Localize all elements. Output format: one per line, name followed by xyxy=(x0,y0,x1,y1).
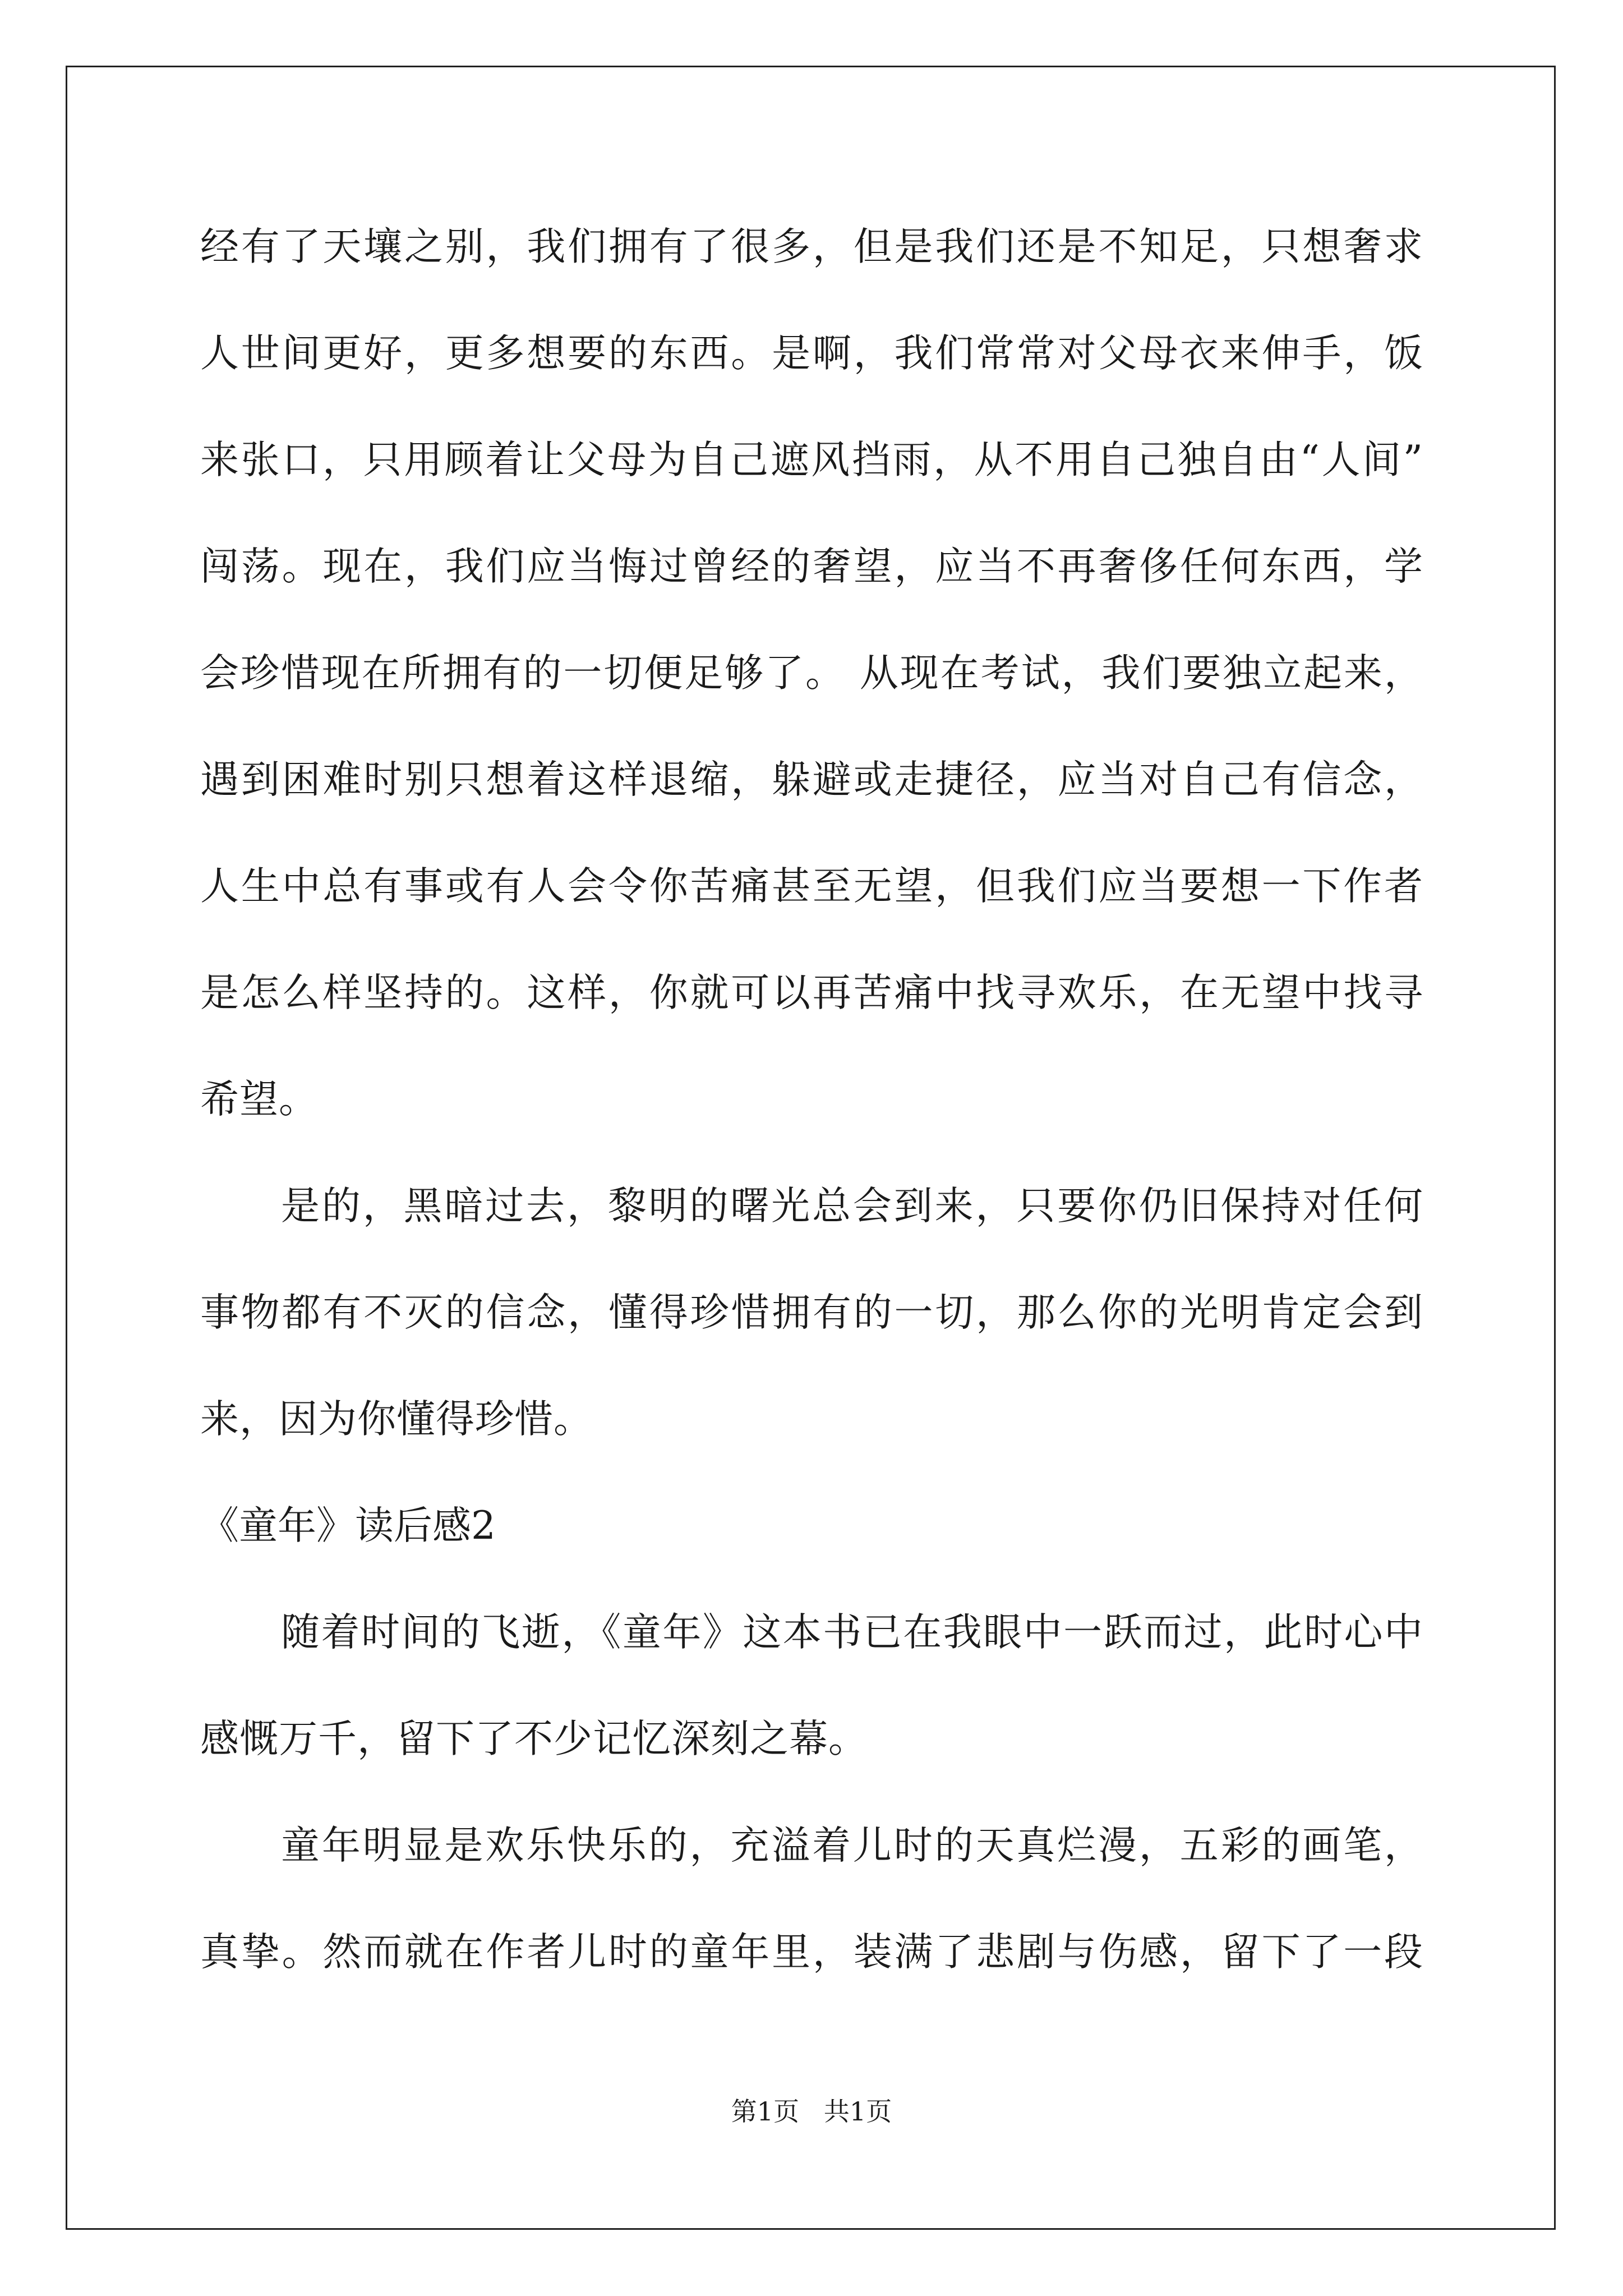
body-line: 是怎么样坚持的。这样，你就可以再苦痛中找寻欢乐，在无望中找寻 xyxy=(200,970,1423,1015)
body-line: 来张口，只用顾着让父母为自己遮风挡雨，从不用自己独自由“人间” xyxy=(200,438,1423,482)
body-line: 会珍惜现在所拥有的一切便足够了。 从现在考试，我们要独立起来， xyxy=(200,651,1423,696)
body-line: 经有了天壤之别，我们拥有了很多，但是我们还是不知足，只想奢求 xyxy=(200,224,1423,269)
body-line: 遇到困难时别只想着这样退缩，躲避或走捷径，应当对自己有信念， xyxy=(200,757,1423,802)
body-line: 来，因为你懂得珍惜。 xyxy=(200,1397,593,1442)
body-line: 童年明显是欢乐快乐的，充溢着儿时的天真烂漫，五彩的画笔， xyxy=(281,1823,1423,1868)
page-border xyxy=(66,66,1556,2230)
body-line: 人世间更好，更多想要的东西。是啊，我们常常对父母衣来伸手，饭 xyxy=(200,331,1423,376)
body-line: 感慨万千，留下了不少记忆深刻之幕。 xyxy=(200,1717,868,1761)
body-line: 真挚。然而就在作者儿时的童年里，装满了悲剧与伤感，留下了一段 xyxy=(200,1930,1423,1975)
body-line: 事物都有不灭的信念，懂得珍惜拥有的一切，那么你的光明肯定会到 xyxy=(200,1290,1423,1335)
body-line: 人生中总有事或有人会令你苦痛甚至无望，但我们应当要想一下作者 xyxy=(200,864,1423,909)
body-line: 随着时间的飞逝，《童年》这本书已在我眼中一跃而过，此时心中 xyxy=(281,1610,1423,1655)
body-line: 希望。 xyxy=(200,1077,318,1122)
page-footer: 第1页 共1页 xyxy=(731,2096,892,2127)
body-line: 闯荡。现在，我们应当悔过曾经的奢望，应当不再奢侈任何东西，学 xyxy=(200,544,1423,589)
section-heading: 《童年》读后感2 xyxy=(200,1503,496,1548)
body-line: 是的，黑暗过去，黎明的曙光总会到来，只要你仍旧保持对任何 xyxy=(281,1184,1423,1228)
